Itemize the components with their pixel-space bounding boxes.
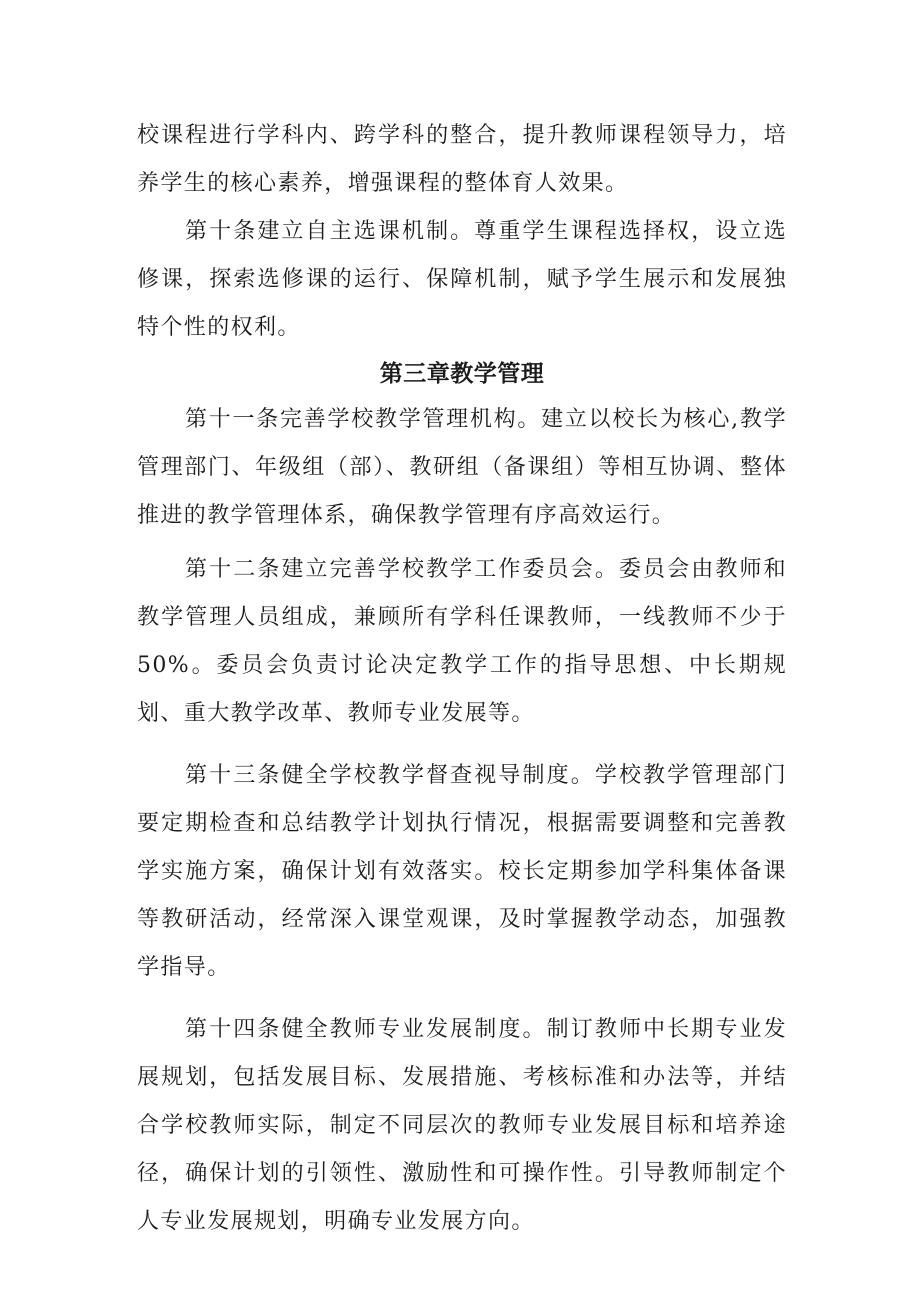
paragraph-article-13: 第十三条健全学校教学督查视导制度。学校教学管理部门要定期检查和总结教学计划执行情况，根据需要调整和完善教学实施方案，确保计划有效落实。校长定期参加学科集体备课等教研活动，经常深入课堂观课，及时掌握教学动态，加强教学指导。 bbox=[137, 763, 787, 980]
paragraph-article-10: 第十条建立自主选课机制。尊重学生课程选择权，设立选修课，探索选修课的运行、保障机制，赋予学生展示和发展独特个性的权利。 bbox=[137, 219, 787, 340]
paragraph-article-14: 第十四条健全教师专业发展制度。制订教师中长期专业发展规划，包括发展目标、发展措施、考核标准和办法等，并结合学校教师实际，制定不同层次的教师专业发展目标和培养途径，确保计划的引领性、激励性和可操作性。引导教师制定个人专业发展规划，明确专业发展方向。 bbox=[137, 1017, 787, 1234]
paragraph-article-11: 第十一条完善学校教学管理机构。建立以校长为核心,教学管理部门、年级组（部）、教研组（备课组）等相互协调、整体推进的教学管理体系，确保教学管理有序高效运行。 bbox=[137, 407, 787, 528]
paragraph-continuation: 校课程进行学科内、跨学科的整合，提升教师课程领导力，培养学生的核心素养，增强课程的整体育人效果。 bbox=[137, 123, 787, 196]
document-page bbox=[137, 112, 787, 1246]
paragraph-article-12: 第十二条建立完善学校教学工作委员会。委员会由教师和教学管理人员组成，兼顾所有学科任课教师，一线教师不少于50%。委员会负责讨论决定教学工作的指导思想、中长期规划、重大教学改革、教师专业发展等。 bbox=[137, 557, 787, 726]
chapter-heading: 第三章教学管理 bbox=[379, 361, 545, 387]
